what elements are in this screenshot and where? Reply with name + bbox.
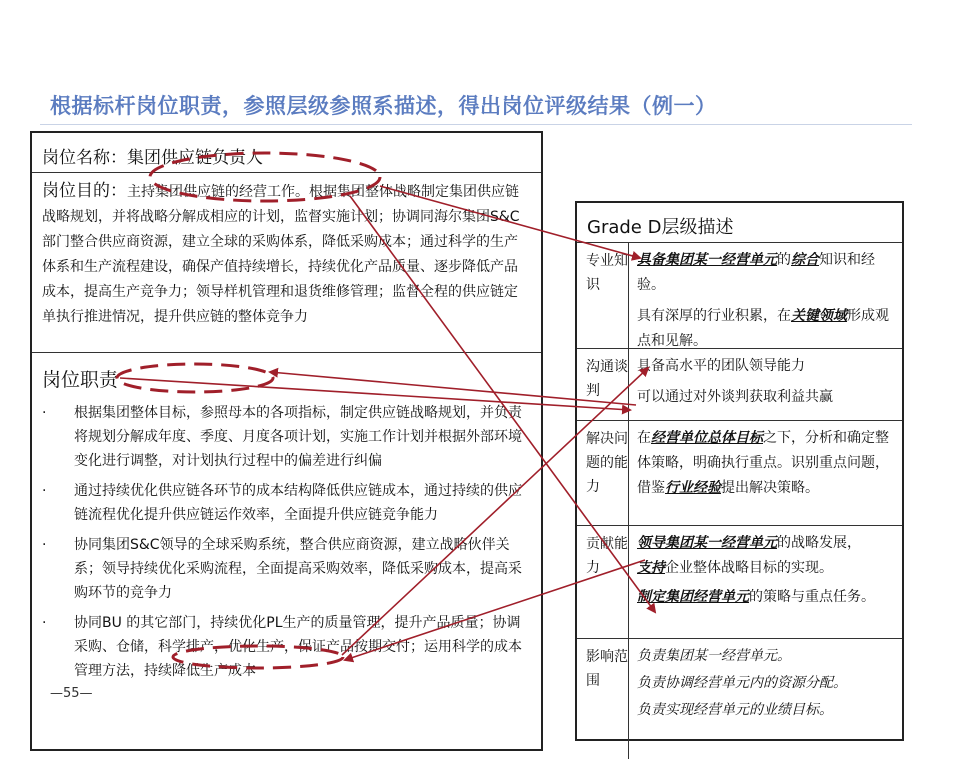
- responsibility-text: 根据集团整体目标，参照母本的各项指标，制定供应链战略规划，并负责将规划分解成年度、季度、月度各项计划，实施工作计划并根据外部环境变化进行调整，对计划执行过程中的偏差进行纠偏: [74, 405, 522, 469]
- page-number: —55—: [50, 686, 93, 701]
- list-item: [32, 611, 541, 683]
- row-text: 负责集团某一经营单元。: [637, 648, 791, 664]
- grade-row-contribution: [577, 526, 902, 639]
- row-content: [629, 349, 902, 420]
- job-purpose-text: 主持集团供应链的经营工作。根据集团整体战略制定集团供应链战略规划，并将战略分解成相应的计划，监督实施计划；协调同海尔集团S&C部门整合供应商资源，建立全球的采购体系，降低采购成本；通过科学的生产体系和生产流程建设，确保产值持续增长，持续优化产品质量、逐步降低产品成本，提高生产竞争力；领导样机管理和退货维修管理；监督全程的供应链定单执行推进情况，提升供应链的整体竞争力: [42, 184, 520, 325]
- key-phrase: 支持: [637, 560, 665, 576]
- job-name-row: [32, 133, 541, 173]
- key-phrase: 综合: [791, 252, 819, 268]
- job-purpose-label: 岗位目的：: [42, 181, 127, 201]
- grade-row-knowledge: [577, 243, 902, 349]
- responsibility-text: 协同集团S&C领导的全球采购系统，整合供应商资源，建立战略伙伴关系；领导持续优化采购流程，全面提高采购效率，降低采购成本，提高采购环节的竞争力: [74, 537, 522, 601]
- list-item: [32, 479, 541, 527]
- grade-row-communication: [577, 349, 902, 421]
- key-phrase: 具备集团某一经营单元: [637, 252, 777, 268]
- responsibility-text: 通过持续优化供应链各环节的成本结构降低供应链成本，通过持续的供应链流程优化提升供应链运作效率，全面提升供应链竞争能力: [74, 483, 522, 523]
- key-phrase: 经营单位总体目标: [651, 430, 763, 446]
- job-name-label: 岗位名称：: [42, 148, 127, 168]
- key-phrase: 关键领域: [791, 308, 847, 324]
- row-text: 具备高水平的团队领导能力: [637, 358, 805, 374]
- bullet: ·: [42, 537, 47, 553]
- row-text: 的策略与重点任务。: [749, 589, 875, 605]
- row-text: 之下，分析和确定整体策略，明确执行重点。识别重点问题，借鉴: [637, 430, 889, 496]
- row-text: 可以通过对外谈判获取利益共赢: [637, 389, 833, 405]
- job-name-value: 集团供应链负责人: [127, 148, 263, 168]
- row-label: 专业知识: [577, 243, 629, 348]
- row-text: 的战略发展，: [777, 535, 861, 551]
- list-item: [32, 533, 541, 605]
- row-content: [629, 421, 902, 525]
- row-label: 影响范围: [577, 639, 629, 759]
- bullet: ·: [42, 405, 47, 421]
- row-label: 解决问题的能力: [577, 421, 629, 525]
- bullet: ·: [42, 483, 47, 499]
- row-text: 在: [637, 430, 651, 446]
- row-content: [629, 243, 902, 348]
- responsibilities-list: [32, 401, 541, 689]
- row-text: 的: [777, 252, 791, 268]
- row-content: [629, 639, 902, 759]
- row-text: 知识和经验。: [637, 252, 875, 293]
- job-purpose-row: [32, 173, 541, 353]
- row-text: 形成观点和见解。: [637, 308, 889, 349]
- key-phrase: 行业经验: [665, 480, 721, 496]
- job-description-panel: [30, 131, 543, 751]
- row-text: 具有深厚的行业积累，在: [637, 308, 791, 324]
- grade-row-problem-solving: [577, 421, 902, 526]
- row-label: 贡献能力: [577, 526, 629, 638]
- key-phrase: 制定集团经营单元: [637, 589, 749, 605]
- key-phrase: 领导集团某一经营单元: [637, 535, 777, 551]
- row-text: 提出解决策略。: [721, 480, 819, 496]
- row-label: 沟通谈判: [577, 349, 629, 420]
- responsibility-text: 协同BU 的其它部门，持续优化PL生产的质量管理，提升产品质量；协调采购、仓储，科学排产，优化生产，保证产品按期交付；运用科学的成本管理方法，持续降低生产成本: [74, 615, 522, 679]
- bullet: ·: [42, 615, 47, 631]
- row-text: 企业整体战略目标的实现。: [665, 560, 833, 576]
- list-item: [32, 401, 541, 473]
- row-text: 负责协调经营单元内的资源分配。: [637, 675, 847, 691]
- row-content: [629, 526, 902, 638]
- row-text: 负责实现经营单元的业绩目标。: [637, 702, 833, 718]
- job-responsibilities-heading: 岗位职责: [42, 369, 119, 391]
- grade-description-panel: [575, 201, 904, 741]
- page-title: 根据标杆岗位职责，参照层级参照系描述，得出岗位评级结果（例一）: [50, 94, 717, 118]
- grade-header: Grade D层级描述: [577, 203, 902, 243]
- title-divider: [40, 124, 912, 125]
- grade-row-scope: [577, 639, 902, 759]
